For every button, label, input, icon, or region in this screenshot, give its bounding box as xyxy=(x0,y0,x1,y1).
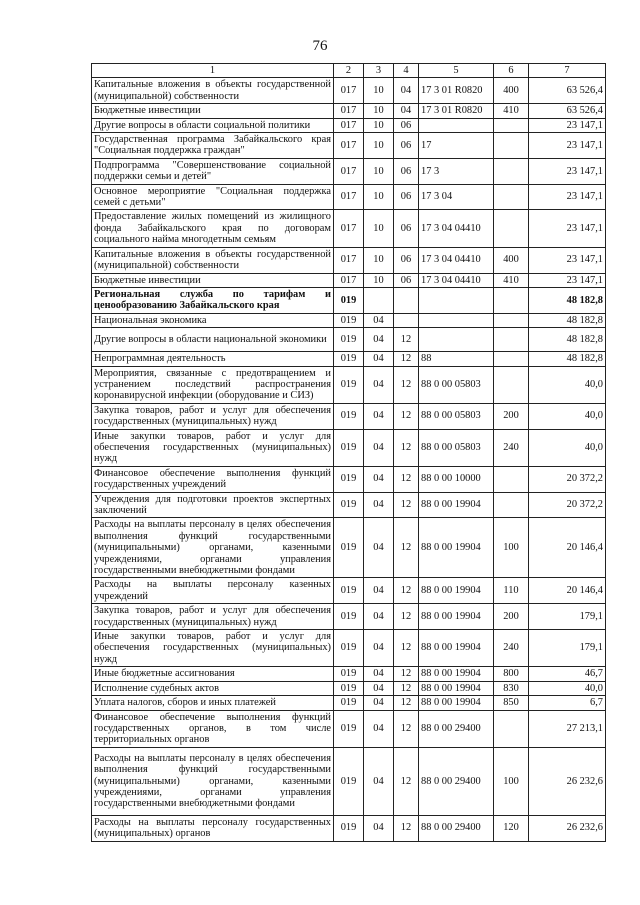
row-section-cell: 04 xyxy=(364,747,394,815)
row-ved-cell: 017 xyxy=(334,273,364,287)
row-section-cell: 04 xyxy=(364,429,394,466)
row-expense-type-cell: 110 xyxy=(494,578,529,604)
row-name-cell: Учреждения для подготовки проектов экспертных заключений xyxy=(92,492,334,518)
row-target-article-cell: 88 0 00 19904 xyxy=(419,681,494,695)
row-name-cell: Региональная служба по тарифам и ценообразованию Забайкальского края xyxy=(92,287,334,313)
row-amount-cell: 23 147,1 xyxy=(529,210,606,247)
row-name-cell: Финансовое обеспечение выполнения функций государственных учреждений xyxy=(92,466,334,492)
row-target-article-cell: 88 0 00 05803 xyxy=(419,429,494,466)
row-ved-cell: 019 xyxy=(334,630,364,667)
row-name-cell: Капитальные вложения в объекты государственной (муниципальной) собственности xyxy=(92,247,334,273)
row-subsection-cell: 12 xyxy=(394,681,419,695)
table-row xyxy=(92,604,606,630)
row-ved-cell: 019 xyxy=(334,518,364,578)
row-section-cell: 04 xyxy=(364,518,394,578)
row-section-cell: 04 xyxy=(364,710,394,747)
row-amount-cell: 63 526,4 xyxy=(529,78,606,104)
row-section-cell: 10 xyxy=(364,133,394,159)
row-subsection-cell: 04 xyxy=(394,78,419,104)
row-amount-cell: 26 232,6 xyxy=(529,747,606,815)
row-target-article-cell: 88 0 00 10000 xyxy=(419,466,494,492)
row-name-cell: Иные бюджетные ассигнования xyxy=(92,667,334,681)
row-subsection-cell xyxy=(394,313,419,327)
row-ved-cell: 019 xyxy=(334,366,364,403)
row-expense-type-cell: 400 xyxy=(494,247,529,273)
row-name-cell: Основное мероприятие "Социальная поддержка семей с детьми" xyxy=(92,184,334,210)
row-ved-cell: 017 xyxy=(334,104,364,118)
row-ved-cell: 019 xyxy=(334,403,364,429)
row-expense-type-cell xyxy=(494,210,529,247)
row-subsection-cell: 12 xyxy=(394,429,419,466)
row-amount-cell: 40,0 xyxy=(529,429,606,466)
row-amount-cell: 23 147,1 xyxy=(529,158,606,184)
table-row xyxy=(92,313,606,327)
row-target-article-cell: 88 0 00 19904 xyxy=(419,667,494,681)
row-target-article-cell: 88 0 00 19904 xyxy=(419,696,494,710)
row-section-cell xyxy=(364,287,394,313)
row-section-cell: 04 xyxy=(364,630,394,667)
row-subsection-cell xyxy=(394,287,419,313)
row-target-article-cell: 88 0 00 05803 xyxy=(419,403,494,429)
row-name-cell: Закупка товаров, работ и услуг для обеспечения государственных (муниципальных) нужд xyxy=(92,403,334,429)
row-expense-type-cell xyxy=(494,352,529,366)
row-name-cell: Финансовое обеспечение выполнения функций государственных органов, в том числе территориальных органов xyxy=(92,710,334,747)
row-ved-cell: 019 xyxy=(334,681,364,695)
row-amount-cell: 23 147,1 xyxy=(529,184,606,210)
row-amount-cell: 23 147,1 xyxy=(529,247,606,273)
row-expense-type-cell xyxy=(494,492,529,518)
row-expense-type-cell: 800 xyxy=(494,667,529,681)
row-name-cell: Подпрограмма "Совершенствование социальной поддержки семьи и детей" xyxy=(92,158,334,184)
row-section-cell: 04 xyxy=(364,492,394,518)
table-row xyxy=(92,247,606,273)
row-amount-cell: 179,1 xyxy=(529,630,606,667)
row-amount-cell: 48 182,8 xyxy=(529,287,606,313)
row-subsection-cell: 12 xyxy=(394,630,419,667)
row-expense-type-cell: 400 xyxy=(494,78,529,104)
row-ved-cell: 019 xyxy=(334,328,364,352)
row-expense-type-cell: 410 xyxy=(494,273,529,287)
row-expense-type-cell xyxy=(494,710,529,747)
row-expense-type-cell: 100 xyxy=(494,747,529,815)
row-target-article-cell: 17 3 01 R0820 xyxy=(419,104,494,118)
row-expense-type-cell xyxy=(494,366,529,403)
row-ved-cell: 019 xyxy=(334,667,364,681)
table-row xyxy=(92,273,606,287)
row-amount-cell: 26 232,6 xyxy=(529,815,606,841)
row-target-article-cell xyxy=(419,287,494,313)
row-amount-cell: 63 526,4 xyxy=(529,104,606,118)
table-row xyxy=(92,681,606,695)
table-row xyxy=(92,667,606,681)
row-name-cell: Бюджетные инвестиции xyxy=(92,104,334,118)
row-expense-type-cell: 200 xyxy=(494,604,529,630)
header-cell: 3 xyxy=(364,64,394,78)
row-section-cell: 04 xyxy=(364,328,394,352)
row-amount-cell: 40,0 xyxy=(529,403,606,429)
row-name-cell: Исполнение судебных актов xyxy=(92,681,334,695)
table-row xyxy=(92,118,606,132)
row-subsection-cell: 06 xyxy=(394,158,419,184)
row-ved-cell: 019 xyxy=(334,287,364,313)
row-ved-cell: 017 xyxy=(334,247,364,273)
page-number: 76 xyxy=(312,38,328,54)
row-name-cell: Предоставление жилых помещений из жилищного фонда Забайкальского края по договорам социального найма многодетным семьям xyxy=(92,210,334,247)
table-row xyxy=(92,104,606,118)
row-name-cell: Расходы на выплаты персоналу казенных учреждений xyxy=(92,578,334,604)
row-expense-type-cell xyxy=(494,313,529,327)
row-subsection-cell: 12 xyxy=(394,466,419,492)
row-name-cell: Иные закупки товаров, работ и услуг для обеспечения государственных (муниципальных) нужд xyxy=(92,429,334,466)
row-ved-cell: 017 xyxy=(334,184,364,210)
table-row xyxy=(92,492,606,518)
table-row xyxy=(92,466,606,492)
row-subsection-cell: 12 xyxy=(394,518,419,578)
row-subsection-cell: 12 xyxy=(394,352,419,366)
row-target-article-cell: 17 3 01 R0820 xyxy=(419,78,494,104)
row-name-cell: Государственная программа Забайкальского края "Социальная поддержка граждан" xyxy=(92,133,334,159)
row-target-article-cell xyxy=(419,313,494,327)
row-ved-cell: 019 xyxy=(334,578,364,604)
row-ved-cell: 019 xyxy=(334,492,364,518)
row-expense-type-cell: 240 xyxy=(494,630,529,667)
table-row xyxy=(92,518,606,578)
row-expense-type-cell xyxy=(494,466,529,492)
row-amount-cell: 48 182,8 xyxy=(529,313,606,327)
row-expense-type-cell xyxy=(494,328,529,352)
row-subsection-cell: 06 xyxy=(394,118,419,132)
row-expense-type-cell: 240 xyxy=(494,429,529,466)
row-target-article-cell: 88 0 00 05803 xyxy=(419,366,494,403)
row-ved-cell: 019 xyxy=(334,747,364,815)
row-subsection-cell: 12 xyxy=(394,710,419,747)
row-subsection-cell: 06 xyxy=(394,210,419,247)
row-target-article-cell: 17 3 04 04410 xyxy=(419,210,494,247)
row-name-cell: Капитальные вложения в объекты государственной (муниципальной) собственности xyxy=(92,78,334,104)
row-target-article-cell: 88 0 00 19904 xyxy=(419,492,494,518)
table-row xyxy=(92,429,606,466)
table-row xyxy=(92,210,606,247)
row-ved-cell: 017 xyxy=(334,158,364,184)
table-row xyxy=(92,184,606,210)
row-expense-type-cell: 120 xyxy=(494,815,529,841)
row-subsection-cell: 12 xyxy=(394,366,419,403)
row-name-cell: Закупка товаров, работ и услуг для обеспечения государственных (муниципальных) нужд xyxy=(92,604,334,630)
row-target-article-cell: 17 3 04 04410 xyxy=(419,247,494,273)
row-section-cell: 10 xyxy=(364,104,394,118)
row-expense-type-cell xyxy=(494,184,529,210)
row-name-cell: Расходы на выплаты персоналу в целях обеспечения выполнения функций государственными (муниципальными) органами, казенными учреждениями, органами управления государственными внебюджетными фондами xyxy=(92,747,334,815)
row-subsection-cell: 12 xyxy=(394,815,419,841)
row-amount-cell: 48 182,8 xyxy=(529,328,606,352)
row-amount-cell: 23 147,1 xyxy=(529,273,606,287)
row-ved-cell: 019 xyxy=(334,696,364,710)
row-ved-cell: 017 xyxy=(334,118,364,132)
row-name-cell: Иные закупки товаров, работ и услуг для обеспечения государственных (муниципальных) нужд xyxy=(92,630,334,667)
row-amount-cell: 40,0 xyxy=(529,681,606,695)
row-ved-cell: 017 xyxy=(334,133,364,159)
table-row xyxy=(92,158,606,184)
row-section-cell: 04 xyxy=(364,313,394,327)
row-target-article-cell: 88 0 00 19904 xyxy=(419,578,494,604)
row-target-article-cell: 17 3 04 04410 xyxy=(419,273,494,287)
header-cell: 5 xyxy=(419,64,494,78)
row-amount-cell: 40,0 xyxy=(529,366,606,403)
row-subsection-cell: 12 xyxy=(394,696,419,710)
row-subsection-cell: 12 xyxy=(394,604,419,630)
row-expense-type-cell xyxy=(494,133,529,159)
row-section-cell: 04 xyxy=(364,578,394,604)
row-section-cell: 10 xyxy=(364,78,394,104)
row-expense-type-cell: 200 xyxy=(494,403,529,429)
row-section-cell: 10 xyxy=(364,118,394,132)
row-section-cell: 10 xyxy=(364,210,394,247)
row-target-article-cell xyxy=(419,118,494,132)
table-row xyxy=(92,578,606,604)
row-section-cell: 04 xyxy=(364,466,394,492)
row-ved-cell: 017 xyxy=(334,78,364,104)
row-subsection-cell: 12 xyxy=(394,578,419,604)
table-row xyxy=(92,133,606,159)
row-name-cell: Другие вопросы в области социальной политики xyxy=(92,118,334,132)
table-row xyxy=(92,78,606,104)
table-row xyxy=(92,352,606,366)
header-cell: 4 xyxy=(394,64,419,78)
row-ved-cell: 017 xyxy=(334,210,364,247)
header-cell: 1 xyxy=(92,64,334,78)
row-section-cell: 04 xyxy=(364,667,394,681)
table-header-row xyxy=(92,64,606,78)
row-amount-cell: 48 182,8 xyxy=(529,352,606,366)
row-expense-type-cell: 850 xyxy=(494,696,529,710)
header-cell: 7 xyxy=(529,64,606,78)
row-expense-type-cell: 410 xyxy=(494,104,529,118)
row-amount-cell: 20 146,4 xyxy=(529,578,606,604)
row-name-cell: Национальная экономика xyxy=(92,313,334,327)
row-target-article-cell: 88 0 00 19904 xyxy=(419,518,494,578)
row-amount-cell: 23 147,1 xyxy=(529,133,606,159)
row-name-cell: Непрограммная деятельность xyxy=(92,352,334,366)
header-cell: 6 xyxy=(494,64,529,78)
row-expense-type-cell xyxy=(494,158,529,184)
row-ved-cell: 019 xyxy=(334,429,364,466)
row-name-cell: Бюджетные инвестиции xyxy=(92,273,334,287)
row-section-cell: 04 xyxy=(364,681,394,695)
row-amount-cell: 20 372,2 xyxy=(529,492,606,518)
row-subsection-cell: 06 xyxy=(394,133,419,159)
row-amount-cell: 46,7 xyxy=(529,667,606,681)
row-expense-type-cell xyxy=(494,118,529,132)
row-name-cell: Мероприятия, связанные с предотвращением и устранением последствий распространения коронавирусной инфекции (оборудование и СИЗ) xyxy=(92,366,334,403)
row-ved-cell: 019 xyxy=(334,352,364,366)
row-subsection-cell: 06 xyxy=(394,184,419,210)
row-section-cell: 10 xyxy=(364,273,394,287)
table-row xyxy=(92,366,606,403)
row-amount-cell: 179,1 xyxy=(529,604,606,630)
row-ved-cell: 019 xyxy=(334,313,364,327)
table-row xyxy=(92,696,606,710)
row-target-article-cell: 88 xyxy=(419,352,494,366)
row-target-article-cell: 17 xyxy=(419,133,494,159)
row-amount-cell: 6,7 xyxy=(529,696,606,710)
row-target-article-cell xyxy=(419,328,494,352)
row-target-article-cell: 17 3 xyxy=(419,158,494,184)
row-subsection-cell: 06 xyxy=(394,273,419,287)
row-section-cell: 04 xyxy=(364,403,394,429)
table-row xyxy=(92,815,606,841)
row-section-cell: 04 xyxy=(364,815,394,841)
row-name-cell: Уплата налогов, сборов и иных платежей xyxy=(92,696,334,710)
row-subsection-cell: 12 xyxy=(394,492,419,518)
row-ved-cell: 019 xyxy=(334,710,364,747)
row-target-article-cell: 17 3 04 xyxy=(419,184,494,210)
row-amount-cell: 27 213,1 xyxy=(529,710,606,747)
row-section-cell: 04 xyxy=(364,696,394,710)
row-expense-type-cell xyxy=(494,287,529,313)
row-amount-cell: 20 146,4 xyxy=(529,518,606,578)
row-section-cell: 04 xyxy=(364,352,394,366)
row-amount-cell: 23 147,1 xyxy=(529,118,606,132)
row-section-cell: 10 xyxy=(364,184,394,210)
header-cell: 2 xyxy=(334,64,364,78)
row-target-article-cell: 88 0 00 29400 xyxy=(419,747,494,815)
row-name-cell: Расходы на выплаты персоналу в целях обеспечения выполнения функций государственными (муниципальными) органами, казенными учреждениями, органами управления государственными внебюджетными фондами xyxy=(92,518,334,578)
row-subsection-cell: 06 xyxy=(394,247,419,273)
budget-table xyxy=(91,63,606,842)
row-target-article-cell: 88 0 00 19904 xyxy=(419,630,494,667)
table-row xyxy=(92,328,606,352)
row-subsection-cell: 12 xyxy=(394,667,419,681)
row-name-cell: Расходы на выплаты персоналу государственных (муниципальных) органов xyxy=(92,815,334,841)
table-row xyxy=(92,710,606,747)
table-row xyxy=(92,403,606,429)
row-ved-cell: 019 xyxy=(334,604,364,630)
row-subsection-cell: 12 xyxy=(394,747,419,815)
row-section-cell: 04 xyxy=(364,366,394,403)
row-ved-cell: 019 xyxy=(334,466,364,492)
table-row xyxy=(92,287,606,313)
row-target-article-cell: 88 0 00 29400 xyxy=(419,815,494,841)
row-name-cell: Другие вопросы в области национальной экономики xyxy=(92,328,334,352)
row-amount-cell: 20 372,2 xyxy=(529,466,606,492)
row-section-cell: 10 xyxy=(364,247,394,273)
row-subsection-cell: 12 xyxy=(394,328,419,352)
row-section-cell: 04 xyxy=(364,604,394,630)
row-subsection-cell: 04 xyxy=(394,104,419,118)
table-row xyxy=(92,747,606,815)
row-expense-type-cell: 830 xyxy=(494,681,529,695)
row-target-article-cell: 88 0 00 29400 xyxy=(419,710,494,747)
row-expense-type-cell: 100 xyxy=(494,518,529,578)
row-subsection-cell: 12 xyxy=(394,403,419,429)
row-target-article-cell: 88 0 00 19904 xyxy=(419,604,494,630)
row-ved-cell: 019 xyxy=(334,815,364,841)
table-row xyxy=(92,630,606,667)
row-section-cell: 10 xyxy=(364,158,394,184)
